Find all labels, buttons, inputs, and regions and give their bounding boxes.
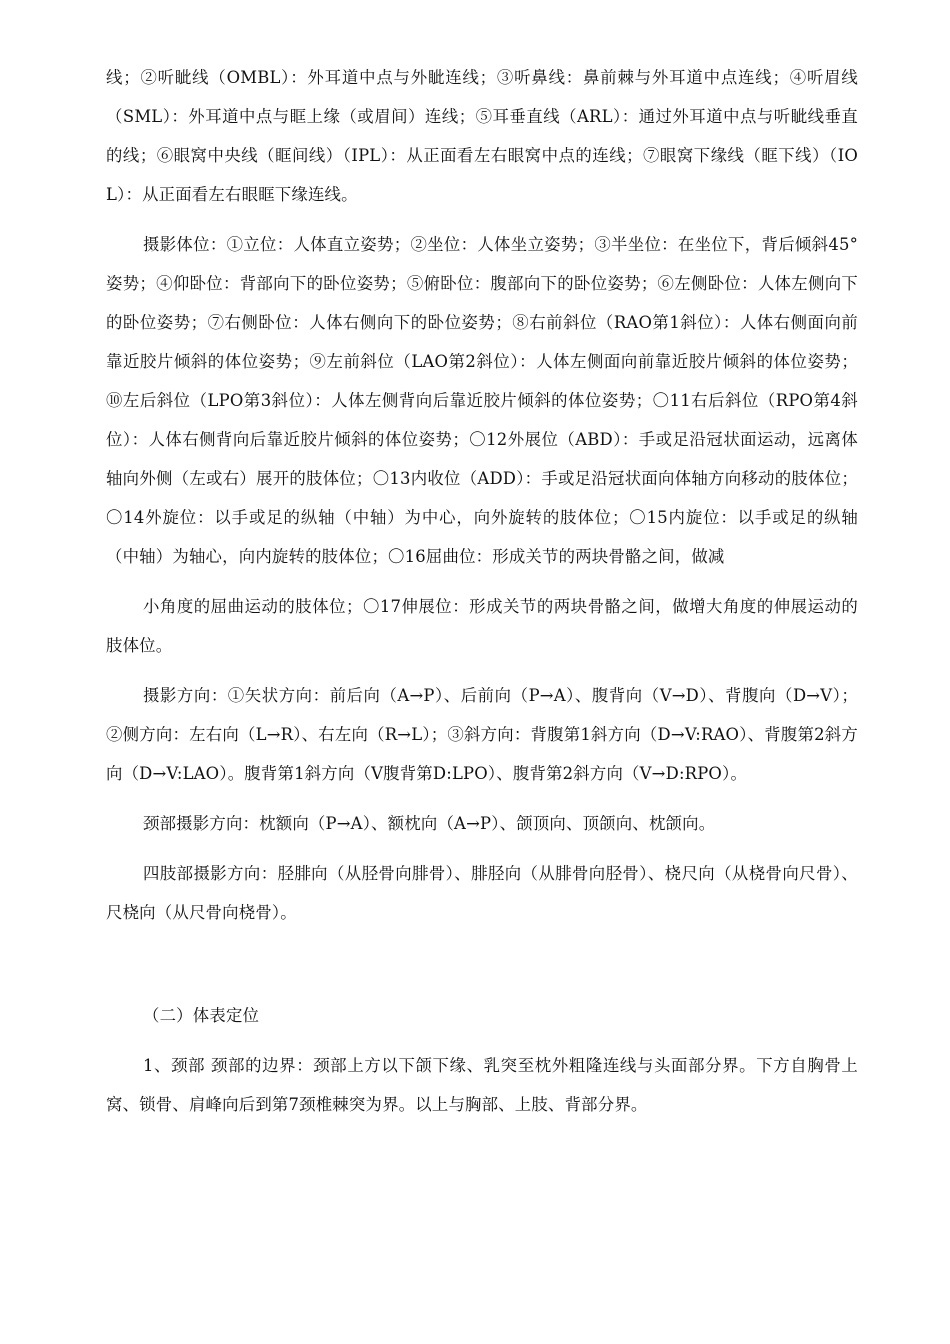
- paragraph-neck-boundaries: 1、颈部 颈部的边界：颈部上方以下颌下缘、乳突至枕外粗隆连线与头面部分界。下方自胸骨上窝、锁骨、肩峰向后到第7颈椎棘突为界。以上与胸部、上肢、背部分界。: [106, 1056, 858, 1114]
- paragraph-imaging-positions: 摄影体位：①立位：人体直立姿势；②坐位：人体坐立姿势；③半坐位：在坐位下，背后倾斜45°姿势；④仰卧位：背部向下的卧位姿势；⑤俯卧位：腹部向下的卧位姿势；⑥左侧卧位：人体左侧向下的卧位姿势；⑦右侧卧位：人体右侧向下的卧位姿势；⑧右前斜位（RAO第1斜位）：人体右侧面向前靠近胶片倾斜的体位姿势；⑨左前斜位（LAO第2斜位）：人体左侧面向前靠近胶片倾斜的体位姿势；⑩左后斜位（LPO第3斜位）：人体左侧背向后靠近胶片倾斜的体位姿势；〇11右后斜位（RPO第4斜位）：人体右侧背向后靠近胶片倾斜的体位姿势；〇12外展位（ABD）：手或足沿冠状面运动，远离体轴向外侧（左或右）展开的肢体位；〇13内收位（ADD）：手或足沿冠状面向体轴方向移动的肢体位；〇14外旋位：以手或足的纵轴（中轴）为中心，向外旋转的肢体位；〇15内旋位：以手或足的纵轴（中轴）为轴心，向内旋转的肢体位；〇16屈曲位：形成关节的两块骨骼之间，做减: [106, 235, 858, 566]
- document-body: [106, 58, 858, 1124]
- paragraph-limb-directions: 四肢部摄影方向：胫腓向（从胫骨向腓骨）、腓胫向（从腓骨向胫骨）、桡尺向（从桡骨向尺骨）、尺桡向（从尺骨向桡骨）。: [106, 864, 858, 922]
- section-heading-surface-landmarks: （二）体表定位: [143, 1006, 260, 1025]
- paragraph-imaging-directions: 摄影方向：①矢状方向：前后向（A→P）、后前向（P→A）、腹背向（V→D）、背腹向（D→V）；②侧方向：左右向（L→R）、右左向（R→L）；③斜方向：背腹第1斜方向（D→V:RAO）、背腹第2斜方向（D→V:LAO）。腹背第1斜方向（V腹背第D:LPO）、腹背第2斜方向（V→D:RPO）。: [106, 686, 858, 783]
- paragraph-positions-continued: 小角度的屈曲运动的肢体位；〇17伸展位：形成关节的两块骨骼之间，做增大角度的伸展运动的肢体位。: [106, 597, 858, 655]
- paragraph-baseline-definitions: 线；②听眦线（OMBL）：外耳道中点与外眦连线；③听鼻线：鼻前棘与外耳道中点连线；④听眉线（SML）：外耳道中点与眶上缘（或眉间）连线；⑤耳垂直线（ARL）：通过外耳道中点与听眦线垂直的线；⑥眼窝中央线（眶间线）（IPL）：从正面看左右眼窝中点的连线；⑦眼窝下缘线（眶下线）（IOL）：从正面看左右眼眶下缘连线。: [106, 68, 858, 204]
- paragraph-neck-directions: 颈部摄影方向：枕额向（P→A）、额枕向（A→P）、颌顶向、顶颌向、枕颌向。: [143, 814, 716, 833]
